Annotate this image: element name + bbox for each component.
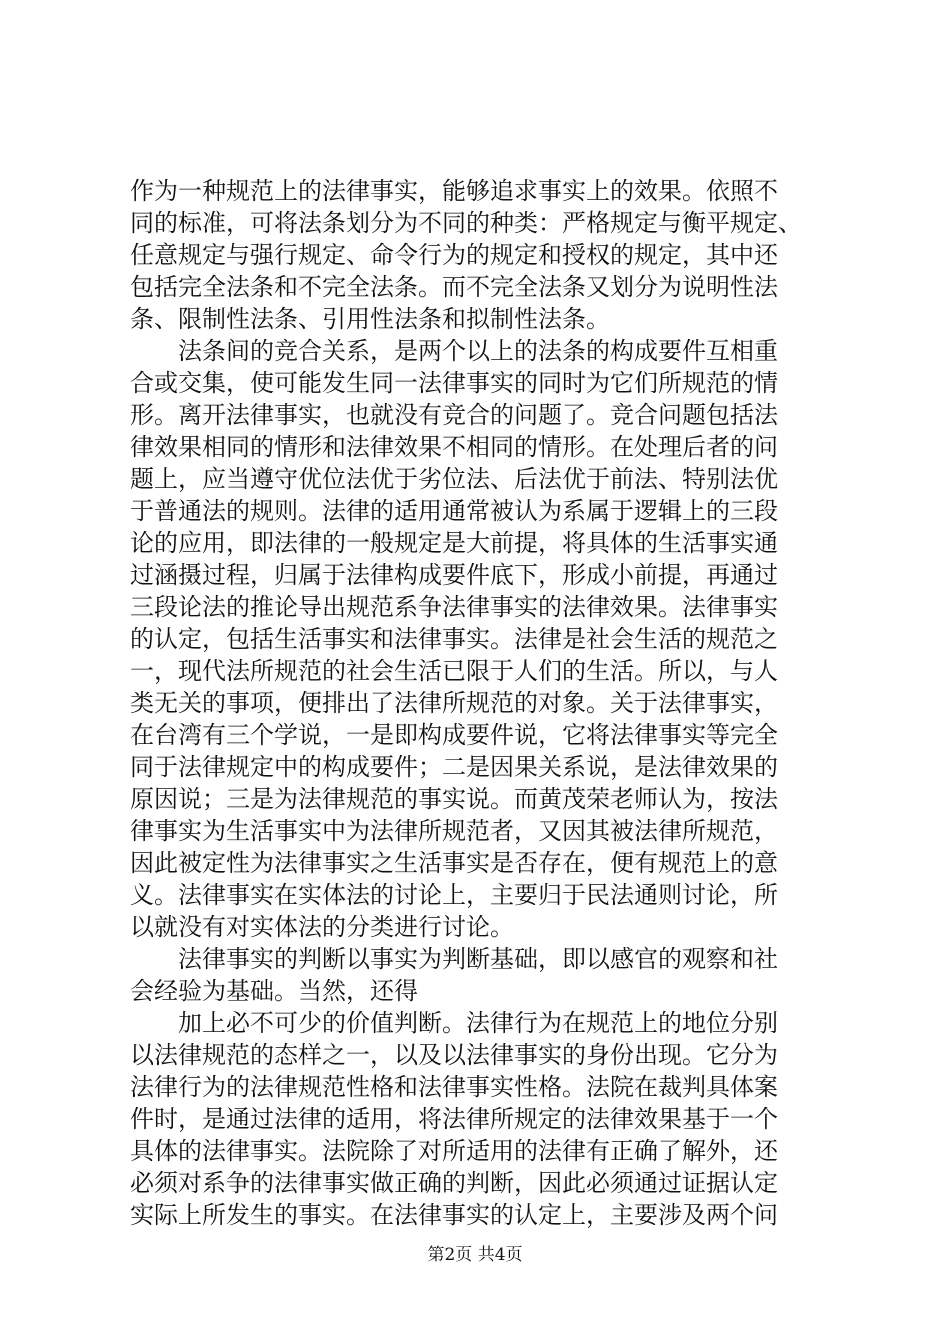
text-line: 义。法律事实在实体法的讨论上，主要归于民法通则讨论，所 [130,881,778,909]
text-line: 作为一种规范上的法律事实，能够追求事实上的效果。依照不 [130,177,778,205]
page-number-label: 第2页 共4页 [427,1245,523,1265]
text-line: 法律事实的判断以事实为判断基础，即以感官的观察和社 [130,945,778,973]
text-line: 件时，是通过法律的适用，将法律所规定的法律效果基于一个 [130,1105,778,1133]
text-line: 过涵摄过程，归属于法律构成要件底下，形成小前提，再通过 [130,561,778,589]
text-line: 在台湾有三个学说，一是即构成要件说，它将法律事实等完全 [130,721,778,749]
text-line: 题上，应当遵守优位法优于劣位法、后法优于前法、特别法优 [130,465,778,493]
text-line: 同于法律规定中的构成要件；二是因果关系说，是法律效果的 [130,753,778,781]
text-line: 合或交集，使可能发生同一法律事实的同时为它们所规范的情 [130,369,778,397]
text-line: 法律行为的法律规范性格和法律事实性格。法院在裁判具体案 [130,1073,778,1101]
text-line: 论的应用，即法律的一般规定是大前提，将具体的生活事实通 [130,529,778,557]
text-line: 的认定，包括生活事实和法律事实。法律是社会生活的规范之 [130,625,778,653]
text-line: 加上必不可少的价值判断。法律行为在规范上的地位分别 [130,1009,778,1037]
text-line: 以法律规范的态样之一，以及以法律事实的身份出现。它分为 [130,1041,778,1069]
paragraph [130,1007,845,1231]
text-line: 法条间的竞合关系，是两个以上的法条的构成要件互相重 [130,337,778,365]
text-line: 律效果相同的情形和法律效果不相同的情形。在处理后者的问 [130,433,778,461]
text-line: 形。离开法律事实，也就没有竞合的问题了。竞合问题包括法 [130,401,778,429]
text-line: 会经验为基础。当然，还得 [130,977,418,1005]
text-line: 因此被定性为法律事实之生活事实是否存在，便有规范上的意 [130,849,778,877]
text-line: 必须对系争的法律事实做正确的判断，因此必须通过证据认定 [130,1169,778,1197]
page-footer [0,1245,950,1265]
paragraph [130,335,845,943]
paragraph [130,175,845,335]
text-line: 同的标准，可将法条划分为不同的种类：严格规定与衡平规定、 [130,209,802,237]
paragraph [130,943,845,1007]
text-line: 律事实为生活事实中为法律所规范者，又因其被法律所规范， [130,817,778,845]
text-line: 类无关的事项，便排出了法律所规范的对象。关于法律事实， [130,689,778,717]
text-line: 原因说；三是为法律规范的事实说。而黄茂荣老师认为，按法 [130,785,778,813]
text-line: 以就没有对实体法的分类进行讨论。 [130,913,514,941]
text-line: 任意规定与强行规定、命令行为的规定和授权的规定，其中还 [130,241,778,269]
text-line: 实际上所发生的事实。在法律事实的认定上，主要涉及两个问 [130,1201,778,1229]
document-body [130,175,845,1231]
text-line: 条、限制性法条、引用性法条和拟制性法条。 [130,305,610,333]
text-line: 具体的法律事实。法院除了对所适用的法律有正确了解外，还 [130,1137,778,1165]
text-line: 一，现代法所规范的社会生活已限于人们的生活。所以，与人 [130,657,778,685]
text-line: 包括完全法条和不完全法条。而不完全法条又划分为说明性法 [130,273,778,301]
text-line: 于普通法的规则。法律的适用通常被认为系属于逻辑上的三段 [130,497,778,525]
text-line: 三段论法的推论导出规范系争法律事实的法律效果。法律事实 [130,593,778,621]
